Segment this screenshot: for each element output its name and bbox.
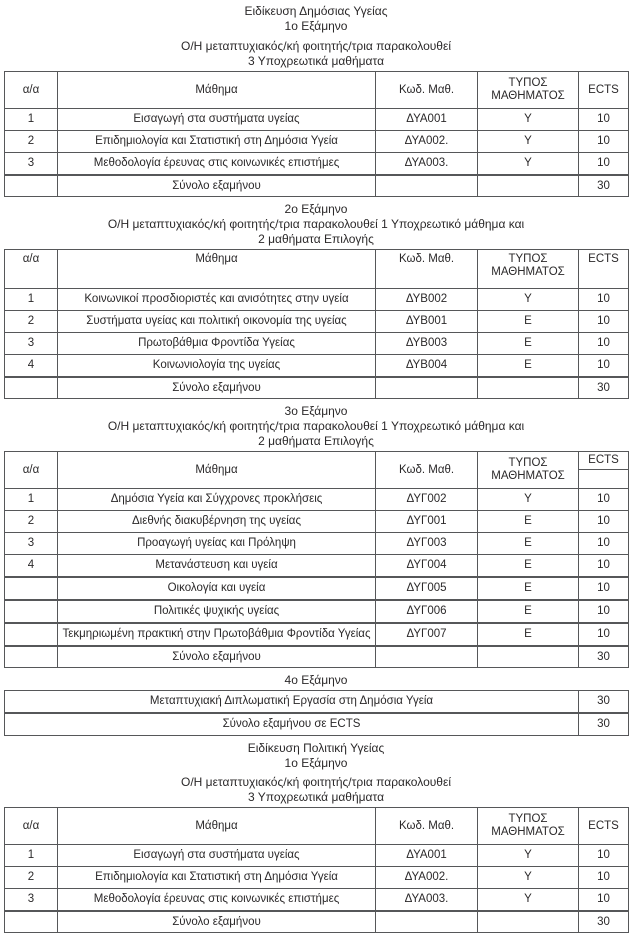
total-row [5, 713, 629, 736]
empty-cell [5, 911, 58, 933]
semester-2-note-electives: 2 μαθήματα Επιλογής [258, 232, 374, 246]
thesis-label-cell: Μεταπτυχιακή Διπλωματική Εργασία στη Δημόσια Υγεία [5, 691, 579, 714]
col-header-num: α/α [5, 808, 58, 845]
col-header-code: Κωδ. Μαθ. [376, 452, 478, 489]
semester-2-heading: 2ο Εξάμηνο [284, 202, 348, 216]
ects-cell: 10 [579, 623, 629, 646]
course-name-cell: Επιδημιολογία και Στατιστική στη Δημόσια Υγεία [58, 867, 376, 889]
course-type-cell: Ε [478, 511, 579, 533]
total-row [5, 377, 629, 399]
course-code-cell: ΔΥΑ002. [376, 131, 478, 153]
total-ects-cell: 30 [579, 175, 629, 197]
table-row [5, 355, 629, 378]
row-num-cell [5, 577, 58, 600]
col-header-type: ΤΥΠΟΣ ΜΑΘΗΜΑΤΟΣ [478, 452, 579, 489]
empty-cell [478, 911, 579, 933]
course-type-cell: Υ [478, 153, 579, 176]
empty-cell [376, 646, 478, 668]
total-label-cell: Σύνολο εξαμήνου [58, 175, 376, 197]
col-header-num: α/α [5, 72, 58, 109]
course-code-cell: ΔΥΓ001 [376, 511, 478, 533]
col-header-type: ΤΥΠΟΣ ΜΑΘΗΜΑΤΟΣ [478, 250, 579, 289]
ects-cell: 10 [579, 555, 629, 578]
semester-4-table [4, 690, 629, 736]
row-num-cell: 3 [5, 533, 58, 555]
course-name-cell: Μεθοδολογία έρευνας στις κοινωνικές επιστήμες [58, 153, 376, 176]
row-num-cell [5, 600, 58, 623]
col-header-type: ΤΥΠΟΣ ΜΑΘΗΜΑΤΟΣ [478, 72, 579, 109]
empty-cell [5, 377, 58, 399]
row-num-cell: 3 [5, 333, 58, 355]
total-label-cell: Σύνολο εξαμήνου [58, 911, 376, 933]
ects-cell: 10 [579, 153, 629, 176]
course-code-cell: ΔΥΒ002 [376, 289, 478, 311]
table-row [5, 109, 629, 131]
header-row [5, 452, 629, 489]
table-row [5, 511, 629, 533]
course-code-cell: ΔΥΑ001 [376, 845, 478, 867]
table-row [5, 867, 629, 889]
row-num-cell: 1 [5, 289, 58, 311]
semester-3-heading: 3ο Εξάμηνο [284, 404, 348, 418]
course-type-cell: Ε [478, 355, 579, 378]
row-num-cell: 3 [5, 889, 58, 912]
course-code-cell: ΔΥΒ004 [376, 355, 478, 378]
ects-cell: 10 [579, 533, 629, 555]
col-header-num: α/α [5, 452, 58, 489]
empty-cell [478, 646, 579, 668]
ects-cell: 10 [579, 311, 629, 333]
ects-cell: 10 [579, 109, 629, 131]
course-name-cell: Εισαγωγή στα συστήματα υγείας [58, 845, 376, 867]
ects-cell: 10 [579, 131, 629, 153]
course-code-cell: ΔΥΓ006 [376, 600, 478, 623]
col-header-course: Μάθημα [58, 72, 376, 109]
semester-4-heading: 4ο Εξάμηνο [284, 673, 348, 687]
semester-1-table [4, 71, 629, 197]
course-code-cell: ΔΥΓ005 [376, 577, 478, 600]
spec-public-health-title: Ειδίκευση Δημόσιας Υγείας [244, 4, 388, 18]
course-name-cell: Κοινωνιολογία της υγείας [58, 355, 376, 378]
course-type-cell: Υ [478, 109, 579, 131]
col-header-code: Κωδ. Μαθ. [376, 250, 478, 289]
row-num-cell: 1 [5, 845, 58, 867]
header-row [5, 808, 629, 845]
col-header-num: α/α [5, 250, 58, 289]
total-ects-cell: 30 [579, 911, 629, 933]
row-num-cell: 2 [5, 311, 58, 333]
total-row [5, 911, 629, 933]
table-row [5, 600, 629, 623]
table-row [5, 153, 629, 176]
course-name-cell: Προαγωγή υγείας και Πρόληψη [58, 533, 376, 555]
header-row [5, 250, 629, 289]
semester-1b-heading: 1ο Εξάμηνο [284, 756, 348, 770]
table-row [5, 845, 629, 867]
course-type-cell: Ε [478, 311, 579, 333]
col-header-code: Κωδ. Μαθ. [376, 808, 478, 845]
course-type-cell: Υ [478, 867, 579, 889]
ects-cell: 10 [579, 511, 629, 533]
course-name-cell: Τεκμηριωμένη πρακτική στην Πρωτοβάθμια Φροντίδα Υγείας [58, 623, 376, 646]
semester-1b-table [4, 807, 629, 933]
row-num-cell: 2 [5, 511, 58, 533]
course-code-cell: ΔΥΓ007 [376, 623, 478, 646]
table-row [5, 311, 629, 333]
semester-1b-note: Ο/Η μεταπτυχιακός/κή φοιτητής/τρια παρακολουθεί [181, 775, 451, 789]
total-label-cell: Σύνολο εξαμήνου [58, 646, 376, 668]
row-num-cell: 1 [5, 489, 58, 511]
course-type-cell: Υ [478, 289, 579, 311]
table-row [5, 555, 629, 578]
col-header-type: ΤΥΠΟΣ ΜΑΘΗΜΑΤΟΣ [478, 808, 579, 845]
header-row [5, 72, 629, 109]
course-name-cell: Συστήματα υγείας και πολιτική οικονομία της υγείας [58, 311, 376, 333]
course-type-cell: Υ [478, 131, 579, 153]
course-code-cell: ΔΥΒ001 [376, 311, 478, 333]
col-header-ects: ECTS [579, 452, 628, 470]
row-num-cell: 1 [5, 109, 58, 131]
course-code-cell: ΔΥΓ002 [376, 489, 478, 511]
semester-3-note-electives: 2 μαθήματα Επιλογής [258, 434, 374, 448]
course-name-cell: Δημόσια Υγεία και Σύγχρονες προκλήσεις [58, 489, 376, 511]
table-row [5, 889, 629, 912]
course-code-cell: ΔΥΓ004 [376, 555, 478, 578]
row-num-cell: 2 [5, 131, 58, 153]
ects-cell: 10 [579, 577, 629, 600]
semester-1-note-compulsory: 3 Υποχρεωτικά μαθήματα [247, 54, 385, 68]
course-type-cell: Υ [478, 889, 579, 912]
course-type-cell: Ε [478, 577, 579, 600]
ects-cell: 30 [579, 691, 629, 714]
empty-subcell [579, 470, 628, 487]
semester-2-note: Ο/Η μεταπτυχιακός/κή φοιτητής/τρια παρακολουθεί 1 Υποχρεωτικό μάθημα και [107, 217, 525, 231]
table-row [5, 131, 629, 153]
ects-cell: 10 [579, 489, 629, 511]
course-name-cell: Οικολογία και υγεία [58, 577, 376, 600]
semester-2-table [4, 249, 629, 399]
col-header-ects-split [579, 452, 629, 489]
ects-cell: 10 [579, 355, 629, 378]
col-header-course: Μάθημα [58, 452, 376, 489]
ects-cell: 10 [579, 289, 629, 311]
empty-cell [376, 175, 478, 197]
total-label-cell: Σύνολο εξαμήνου [58, 377, 376, 399]
empty-cell [376, 911, 478, 933]
col-header-course: Μάθημα [58, 250, 376, 289]
course-name-cell: Επιδημιολογία και Στατιστική στη Δημόσια Υγεία [58, 131, 376, 153]
col-header-ects: ECTS [579, 808, 629, 845]
course-type-cell: Υ [478, 845, 579, 867]
row-num-cell: 3 [5, 153, 58, 176]
semester-3-table [4, 451, 629, 668]
ects-cell: 10 [579, 600, 629, 623]
course-code-cell: ΔΥΒ003 [376, 333, 478, 355]
course-name-cell: Διεθνής διακυβέρνηση της υγείας [58, 511, 376, 533]
course-code-cell: ΔΥΑ001 [376, 109, 478, 131]
table-row [5, 333, 629, 355]
total-row [5, 646, 629, 668]
total-ects-cell: 30 [579, 377, 629, 399]
empty-cell [478, 175, 579, 197]
course-code-cell: ΔΥΓ003 [376, 533, 478, 555]
semester-1-note: Ο/Η μεταπτυχιακός/κή φοιτητής/τρια παρακολουθεί [181, 39, 451, 53]
row-num-cell: 4 [5, 355, 58, 378]
total-ects-cell: 30 [579, 713, 629, 736]
row-num-cell: 4 [5, 555, 58, 578]
semester-3-note: Ο/Η μεταπτυχιακός/κή φοιτητής/τρια παρακολουθεί 1 Υποχρεωτικό μάθημα και [107, 419, 525, 433]
empty-cell [376, 377, 478, 399]
thesis-row [5, 691, 629, 714]
col-header-ects: ECTS [579, 72, 629, 109]
course-code-cell: ΔΥΑ003. [376, 153, 478, 176]
col-header-ects: ECTS [579, 250, 629, 289]
table-row [5, 533, 629, 555]
ects-cell: 10 [579, 333, 629, 355]
row-num-cell: 2 [5, 867, 58, 889]
total-row [5, 175, 629, 197]
course-name-cell: Μετανάστευση και υγεία [58, 555, 376, 578]
col-header-course: Μάθημα [58, 808, 376, 845]
course-type-cell: Ε [478, 623, 579, 646]
course-name-cell: Μεθοδολογία έρευνας στις κοινωνικές επιστήμες [58, 889, 376, 912]
course-type-cell: Ε [478, 533, 579, 555]
spec-health-policy-title: Ειδίκευση Πολιτική Υγείας [247, 741, 385, 755]
table-row [5, 289, 629, 311]
row-num-cell [5, 623, 58, 646]
course-code-cell: ΔΥΑ002. [376, 867, 478, 889]
ects-cell: 10 [579, 867, 629, 889]
semester-1b-note-compulsory: 3 Υποχρεωτικά μαθήματα [247, 790, 385, 804]
empty-cell [5, 175, 58, 197]
col-header-code: Κωδ. Μαθ. [376, 72, 478, 109]
table-row [5, 577, 629, 600]
course-type-cell: Ε [478, 333, 579, 355]
ects-cell: 10 [579, 845, 629, 867]
total-ects-cell: 30 [579, 646, 629, 668]
course-name-cell: Κοινωνικοί προσδιοριστές και ανισότητες στην υγεία [58, 289, 376, 311]
course-name-cell: Πρωτοβάθμια Φροντίδα Υγείας [58, 333, 376, 355]
empty-cell [5, 646, 58, 668]
table-row [5, 489, 629, 511]
ects-cell: 10 [579, 889, 629, 912]
course-code-cell: ΔΥΑ003. [376, 889, 478, 912]
course-name-cell: Εισαγωγή στα συστήματα υγείας [58, 109, 376, 131]
table-row [5, 623, 629, 646]
empty-cell [478, 377, 579, 399]
course-type-cell: Ε [478, 600, 579, 623]
course-type-cell: Υ [478, 489, 579, 511]
course-name-cell: Πολιτικές ψυχικής υγείας [58, 600, 376, 623]
total-label-cell: Σύνολο εξαμήνου σε ECTS [5, 713, 579, 736]
semester-1-heading: 1ο Εξάμηνο [284, 19, 348, 33]
course-type-cell: Ε [478, 555, 579, 578]
